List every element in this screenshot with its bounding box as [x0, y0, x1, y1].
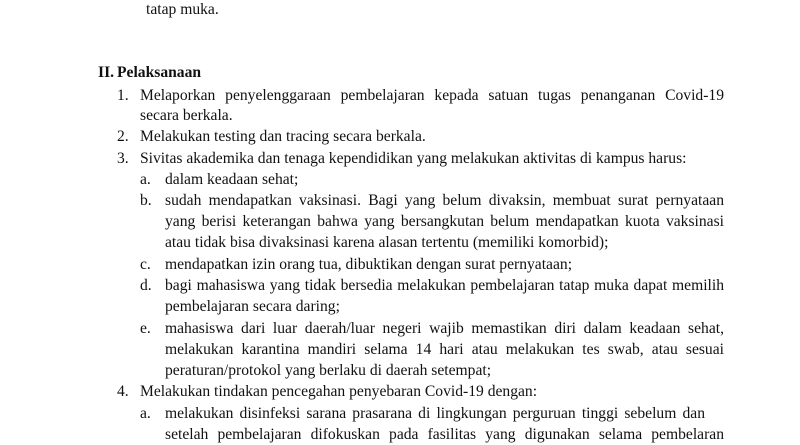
list-item-line: Melaporkan penyelenggaraan pembelajaran kepada satuan tugas penanganan Covid-19: [140, 87, 724, 104]
list-marker: 1.: [117, 87, 129, 104]
sublist-item-line: yang berisi keterangan bahwa yang bersangkutan belum mendapatkan kuota vaksinasi: [165, 213, 724, 230]
list-marker: 2.: [117, 128, 129, 145]
list-marker: 4.: [117, 383, 129, 400]
sublist-marker: c.: [140, 256, 151, 273]
sublist-item-line: mahasiswa dari luar daerah/luar negeri wajib memastikan diri dalam keadaan sehat,: [165, 320, 724, 337]
sublist-marker: a.: [140, 405, 151, 422]
sublist-marker: a.: [140, 171, 151, 188]
sublist-item-line: melakukan disinfeksi sarana prasarana di lingkungan perguruan tinggi sebelum dan: [165, 405, 705, 422]
sublist-marker: e.: [140, 320, 151, 337]
sublist-item-line: pembelajaran secara daring;: [165, 298, 340, 315]
sublist-marker: b.: [140, 192, 152, 209]
sublist-marker: d.: [140, 277, 152, 294]
sublist-item-line: atau tidak bisa divaksinasi karena alasan tertentu (memiliki komorbid);: [165, 234, 609, 251]
sublist-item-line: peraturan/protokol yang berlaku di daerah setempat;: [165, 362, 492, 379]
continuation-text: tatap muka.: [146, 1, 219, 18]
list-item-line: Melakukan tindakan pencegahan penyebaran Covid-19 dengan:: [140, 383, 538, 400]
sublist-item-line: bagi mahasiswa yang tidak bersedia melakukan pembelajaran tatap muka dapat memilih: [165, 277, 724, 294]
sublist-item-line: dalam keadaan sehat;: [165, 171, 299, 188]
list-item-line: Sivitas akademika dan tenaga kependidikan yang melakukan aktivitas di kampus harus:: [140, 150, 687, 167]
list-item-line: Melakukan testing dan tracing secara berkala.: [140, 128, 426, 145]
list-marker: 3.: [117, 150, 129, 167]
section-number: II.: [98, 64, 115, 81]
sublist-item-line: setelah pembelajaran difokuskan pada fasilitas yang digunakan selama pembelaran: [165, 426, 724, 443]
section-title: Pelaksanaan: [117, 64, 202, 81]
sublist-item-line: sudah mendapatkan vaksinasi. Bagi yang belum divaksin, membuat surat pernyataan: [165, 192, 724, 209]
list-item-line: secara berkala.: [140, 107, 233, 124]
sublist-item-line: mendapatkan izin orang tua, dibuktikan dengan surat pernyataan;: [165, 256, 573, 273]
sublist-item-line: melakukan karantina mandiri selama 14 hari atau melakukan tes swab, atau sesuai: [165, 341, 724, 358]
